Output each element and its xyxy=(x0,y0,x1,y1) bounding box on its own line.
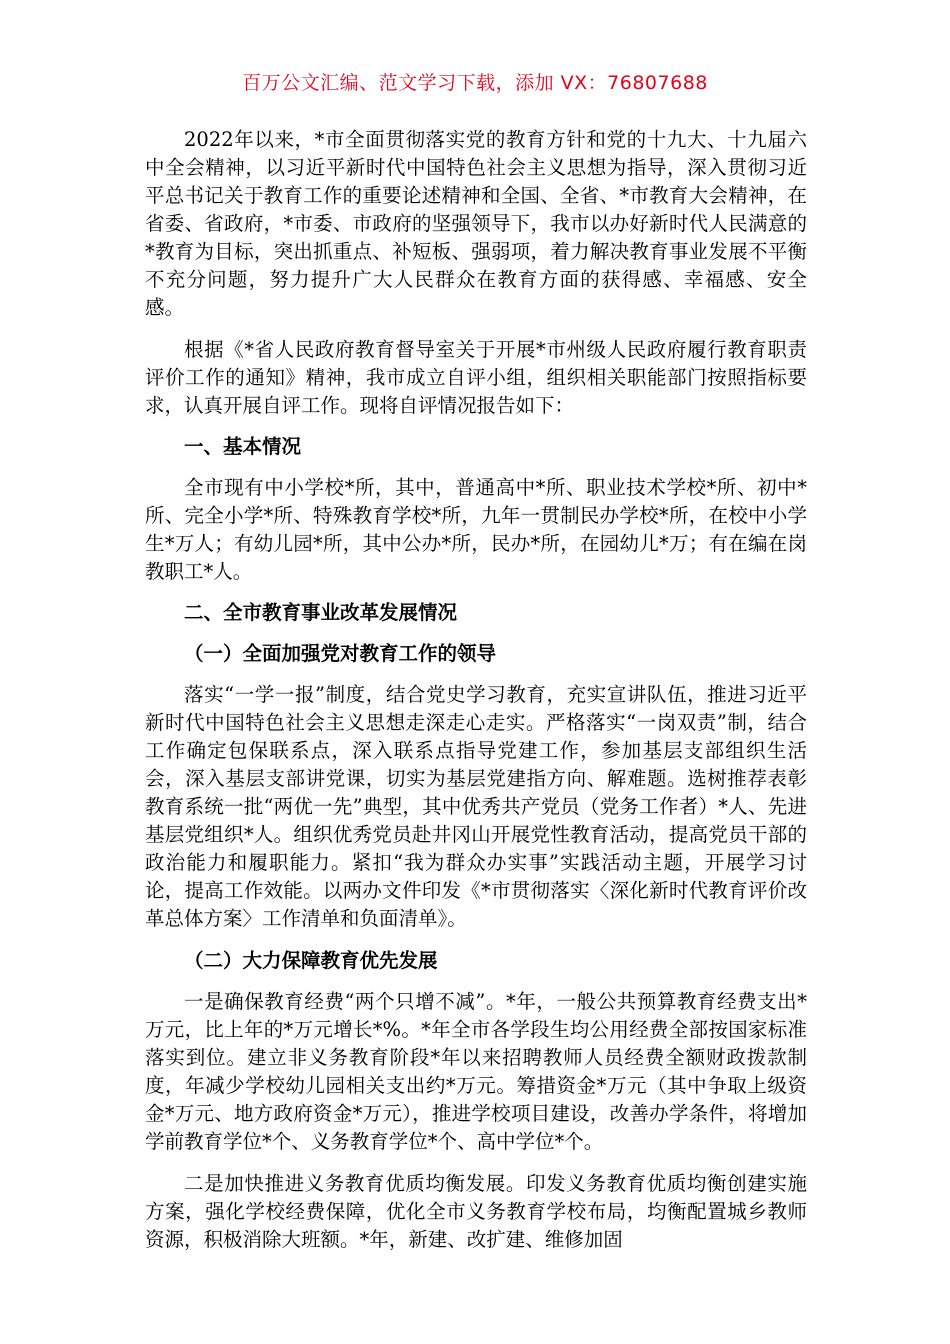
header-banner: 百万公文汇编、范文学习下载，添加 VX：76807688 xyxy=(242,72,708,94)
basis-paragraph: 根据《*省人民政府教育督导室关于开展*市州级人民政府履行教育职责评价工作的通知》精神，我市成立自评小组，组织相关职能部门按照指标要求，认真开展自评工作。现将自评情况报告如下： xyxy=(145,338,807,417)
balanced-education-paragraph: 二是加快推进义务教育优质均衡发展。印发义务教育优质均衡创建实施方案，强化学校经费保障，优化全市义务教育学校布局，均衡配置城乡教师资源，积极消除大班额。*年，新建、改扩建、维修加固 xyxy=(145,1172,807,1251)
basic-info-paragraph: 全市现有中小学校*所，其中，普通高中*所、职业技术学校*所、初中*所、完全小学*所、特殊教育学校*所，九年一贯制民办学校*所，在校中小学生*万人；有幼儿园*所，其中公办*所，民办*所，在园幼儿*万；有在编在岗教职工*人。 xyxy=(145,476,807,583)
section-heading-reform: 二、全市教育事业改革发展情况 xyxy=(184,601,458,624)
subsection-heading-priority: （二）大力保障教育优先发展 xyxy=(184,949,438,972)
subsection-heading-party: （一）全面加强党对教育工作的领导 xyxy=(184,642,497,665)
funding-paragraph: 一是确保教育经费“两个只增不减”。*年，一般公共预算教育经费支出*万元，比上年的*万元增长*%。*年全市各学段生均公用经费全部按国家标准落实到位。建立非义务教育阶段*年以来招聘教师人员经费全额财政拨款制度，年减少学校幼儿园相关支出约*万元。筹措资金*万元（其中争取上级资金*万元、地方政府资金*万元），推进学校项目建设，改善办学条件，将增加学前教育学位*个、义务教育学位*个、高中学位*个。 xyxy=(145,990,807,1153)
party-leadership-paragraph: 落实“一学一报”制度，结合党史学习教育，充实宣讲队伍，推进习近平新时代中国特色社会主义思想走深走心走实。严格落实“一岗双责”制，结合工作确定包保联系点，深入联系点指导党建工作，参加基层支部组织生活会，深入基层支部讲党课，切实为基层党建指方向、解难题。选树推荐表彰教育系统一批“两优一先”典型，其中优秀共产党员（党务工作者）*人、先进基层党组织*人。组织优秀党员赴井冈山开展党性教育活动，提高党员干部的政治能力和履职能力。紧扣“我为群众办实事”实践活动主题，开展学习讨论，提高工作效能。以两办文件印发《*市贯彻落实〈深化新时代教育评价改革总体方案〉工作清单和负面清单》。 xyxy=(145,683,807,930)
section-heading-basic: 一、基本情况 xyxy=(184,435,302,458)
document-body xyxy=(145,126,807,1254)
intro-paragraph: 2022年以来，*市全面贯彻落实党的教育方针和党的十九大、十九届六中全会精神，以习近平新时代中国特色社会主义思想为指导，深入贯彻习近平总书记关于教育工作的重要论述精神和全国、全省、*市教育大会精神，在省委、省政府，*市委、市政府的坚强领导下，我市以办好新时代人民满意的*教育为目标，突出抓重点、补短板、强弱项，着力解决教育事业发展不平衡不充分问题，努力提升广大人民群众在教育方面的获得感、幸福感、安全感。 xyxy=(145,128,807,319)
